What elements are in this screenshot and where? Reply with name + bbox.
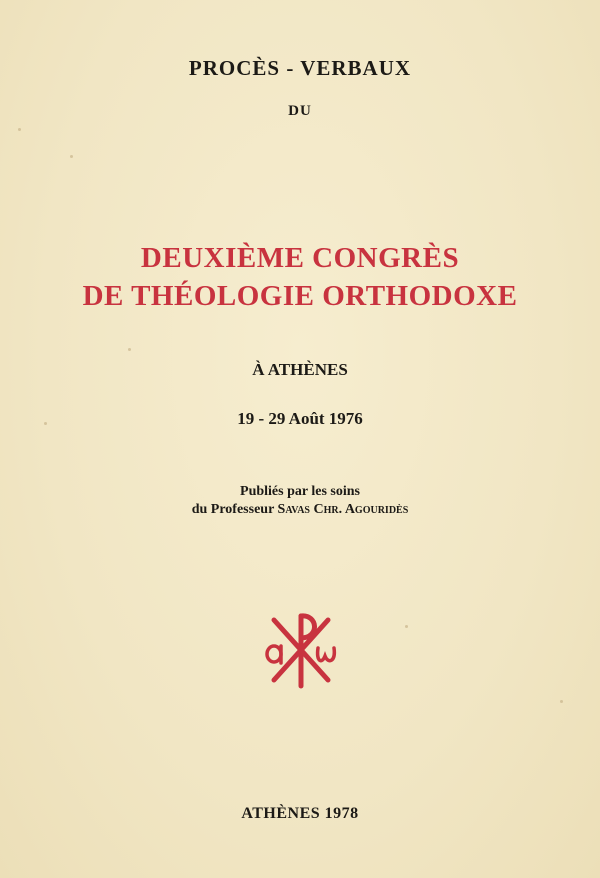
- paper-speck: [128, 348, 131, 351]
- published-by-line: Publiés par les soins: [240, 484, 360, 499]
- chi-rho-alpha-omega-icon: [262, 608, 340, 690]
- paper-speck: [70, 155, 73, 158]
- editor-prefix: du Professeur: [191, 502, 275, 517]
- main-title-line-2: DE THÉOLOGIE ORTHODOXE: [82, 280, 518, 312]
- editor-line: [0, 502, 600, 518]
- editor-name: Savas Chr. Agouridès: [277, 502, 409, 517]
- paper-speck: [18, 128, 21, 131]
- congress-dates: 19 - 29 Août 1976: [237, 409, 363, 428]
- location: À ATHÈNES: [252, 360, 348, 379]
- paper-speck: [560, 700, 563, 703]
- publication-place-year: ATHÈNES 1978: [241, 805, 359, 822]
- header-title: PROCÈS - VERBAUX: [188, 56, 412, 80]
- paper-speck: [405, 625, 408, 628]
- main-title-line-1: DEUXIÈME CONGRÈS: [140, 242, 460, 274]
- header-du: DU: [288, 103, 312, 119]
